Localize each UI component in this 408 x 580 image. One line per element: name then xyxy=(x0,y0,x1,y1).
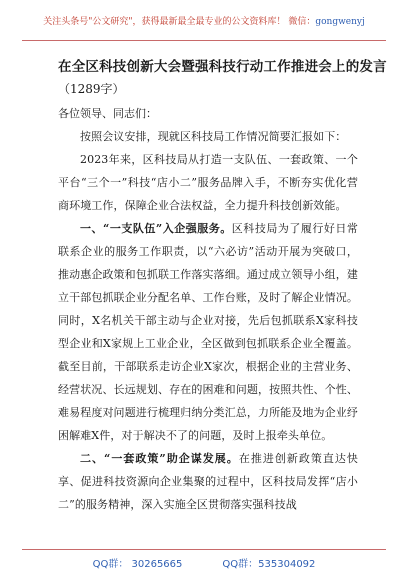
section-1-body: 区科技局为了履行好日常联系企业的服务工作职责，以“六必访”活动开展为突破口，推动惠企政策和包抓联工作落实落细。通过成立领导小组，建立干部包抓联企业分配名单、工作台账，及时了解企业情况。同时，X名机关干部主动与企业对接，先后包抓联系X家科技型企业和X家规上工业企业，全区做到包抓联系企业全覆盖。截至目前，干部联系走访企业X家次，根据企业的主营业务、经营状况、长远规划、存在的困难和问题，按照共性、个性、难易程度对问题进行梳理归纳分类汇总，力所能及地为企业纾困解难X件，对于解决不了的问题，及时上报牵头单位。 xyxy=(58,222,358,442)
section-2-paragraph xyxy=(58,447,358,516)
footer-qq-group-2: QQ群：535304092 xyxy=(222,559,316,570)
header-notice-text: 关注头条号"公文研究"，获得最新最全最专业的公文资料库！ 微信： xyxy=(43,16,316,27)
header-wechat-id: gongwenyj xyxy=(315,16,365,27)
paragraph-overview: 2023年来，区科技局从打造一支队伍、一套政策、一个平台“三个一”科技“店小二”服务品牌入手，不断夯实优化营商环境工作，保障企业合法权益，全力提升科技创新效能。 xyxy=(58,153,358,212)
document-body xyxy=(58,56,387,516)
header-notice xyxy=(43,14,365,27)
word-count: （1289字） xyxy=(58,82,125,96)
section-1-heading: 一、“一支队伍”入企强服务。 xyxy=(80,222,232,235)
footer-qq-group-1: QQ群： 30265665 xyxy=(92,559,183,570)
greeting: 各位领导、同志们： xyxy=(58,107,157,120)
footer-divider xyxy=(22,549,386,550)
footer xyxy=(0,555,408,575)
section-2-heading: 二、“一套政策”助企谋发展。 xyxy=(80,452,239,465)
section-2-body: 在推进创新政策直达快享、促进科技资源向企业集聚的过程中，区科技局发挥“店小二”的服务精神，深入实施全区贯彻落实强科技战 xyxy=(58,452,359,511)
intro-paragraph: 按照会议安排，现就区科技局工作情况简要汇报如下： xyxy=(80,130,347,143)
document-title: 在全区科技创新大会暨强科技行动工作推进会上的发言 xyxy=(58,59,387,75)
header-divider xyxy=(22,40,386,41)
header-banner xyxy=(0,0,408,40)
section-1-paragraph xyxy=(58,217,358,447)
